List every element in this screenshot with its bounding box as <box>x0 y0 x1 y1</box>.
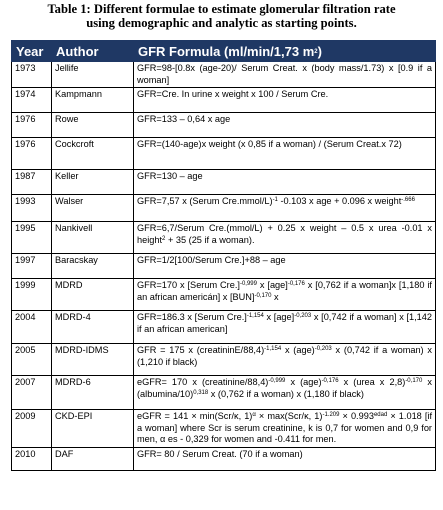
formula-exponent: -1,154 <box>246 313 264 319</box>
formula-text: x (0,762 if a woman) x (1,180 if black) <box>208 388 364 399</box>
formula-text: GFR=(140-age)x weight (x 0,85 if a woman) / (Serum Creat.x 72) <box>137 139 402 149</box>
row-year: 1995 <box>12 222 52 254</box>
formula-text: x [0,762 if a woman]x [1,180 if an african americán] x [BUN] <box>137 280 432 302</box>
formula-text: GFR=98-[0.8x (age-20)/ Serum Creat. x (body mass/1.73) x [0.9 if a woman] <box>137 63 432 85</box>
formula-exponent: -0,203 <box>314 346 332 352</box>
table-body <box>12 62 436 471</box>
row-author: Cockcroft <box>52 138 134 170</box>
table-row <box>12 170 436 195</box>
table-row <box>12 410 436 448</box>
row-formula <box>134 447 436 470</box>
formula-text: × 1.018 [if a woman] where Scr is serum creatinine, k is 0,7 for women and 0,9 for men, α es - 0,329 for women and -0.411 for men. <box>137 411 432 444</box>
formula-text: GFR=170 x [Serum Cre.] <box>137 280 240 290</box>
table-row <box>12 279 436 311</box>
row-formula <box>134 344 436 376</box>
table-row <box>12 138 436 170</box>
row-author: Keller <box>52 170 134 195</box>
row-formula <box>134 410 436 448</box>
row-year: 1999 <box>12 279 52 311</box>
row-year: 2004 <box>12 311 52 344</box>
row-formula <box>134 170 436 195</box>
formula-text: GFR=7,57 x (Serum Cre.mmol/L) <box>137 196 273 206</box>
header-formula <box>134 41 436 62</box>
formula-text: -0.103 x age + 0.096 x weight <box>277 196 402 206</box>
row-author: Baracskay <box>52 254 134 279</box>
row-year: 2009 <box>12 410 52 448</box>
table-row <box>12 311 436 344</box>
formula-text: GFR=1/2[100/Serum Cre.]+88 – age <box>137 255 286 265</box>
header-formula-text: GFR Formula (ml/min/1,73 m <box>138 43 315 59</box>
row-author: Nankivell <box>52 222 134 254</box>
formula-exponent: -0,170 <box>254 292 272 299</box>
row-formula <box>134 311 436 344</box>
row-author: Kampmann <box>52 88 134 113</box>
header-author: Author <box>52 41 134 62</box>
formula-exponent: -0,170 <box>405 378 423 384</box>
formula-text: GFR = 175 x (creatininE/88,4) <box>137 345 265 355</box>
row-year: 1973 <box>12 62 52 88</box>
formula-text: + 35 (25 if a woman). <box>165 234 255 245</box>
formula-text: x (age) <box>285 377 322 387</box>
table-row <box>12 88 436 113</box>
table-row <box>12 376 436 410</box>
table-row <box>12 113 436 138</box>
row-formula <box>134 62 436 88</box>
table-row <box>12 344 436 376</box>
table-row <box>12 447 436 470</box>
formula-text: x (0,742 if a woman) x (1,210 if black) <box>137 345 432 367</box>
formula-exponent: -0,999 <box>268 378 286 384</box>
formula-exponent: -0,176 <box>321 378 339 384</box>
formula-text: eGFR= 170 x (creatinine/88,4) <box>137 377 269 387</box>
formula-exponent: 2 <box>162 235 166 242</box>
formula-text: x <box>271 291 279 302</box>
formula-text: GFR=6,7/Serum Cre.(mmol/L) + 0.25 x weight – 0.5 x urea -0.01 x height <box>137 223 432 245</box>
formula-exponent: -1,154 <box>264 346 282 352</box>
row-formula <box>134 254 436 279</box>
gfr-formula-table <box>11 40 436 471</box>
table-row <box>12 195 436 222</box>
header-year: Year <box>12 41 52 62</box>
formula-exponent: -1.209 <box>322 412 340 418</box>
row-year: 1993 <box>12 195 52 222</box>
row-year: 1974 <box>12 88 52 113</box>
row-formula <box>134 279 436 311</box>
formula-text: GFR=130 – age <box>137 171 203 181</box>
row-author: Jellife <box>52 62 134 88</box>
formula-text: GFR=186.3 x [Serum Cre.] <box>137 312 247 322</box>
table-row <box>12 62 436 88</box>
formula-exponent: -0,176 <box>287 281 305 287</box>
formula-text: x [age] <box>256 280 288 290</box>
formula-text: GFR=Cre. In urine x weight x 100 / Serum Cre. <box>137 89 329 99</box>
row-formula <box>134 222 436 254</box>
formula-text: eGFR = 141 × min(Scr/κ, 1) <box>137 411 253 421</box>
header-formula-end: ) <box>317 43 322 59</box>
row-author: MDRD-IDMS <box>52 344 134 376</box>
formula-text: x [0,742 if a woman] x [1,142 if an african american] <box>137 312 432 334</box>
table-row <box>12 254 436 279</box>
caption-line-1: Table 1: Different formulae to estimate glomerular filtration rate <box>47 2 396 16</box>
row-formula <box>134 88 436 113</box>
formula-exponent: 0,318 <box>193 389 209 396</box>
formula-text: × max(Scr/κ, 1) <box>255 411 323 421</box>
row-year: 2005 <box>12 344 52 376</box>
row-author: MDRD <box>52 279 134 311</box>
row-author: CKD-EPI <box>52 410 134 448</box>
row-year: 2010 <box>12 447 52 470</box>
formula-text: GFR=133 – 0,64 x age <box>137 114 231 124</box>
formula-exponent: -.666 <box>401 197 415 203</box>
row-year: 1997 <box>12 254 52 279</box>
formula-text: x (age) <box>281 345 315 355</box>
formula-exponent: α <box>252 412 256 418</box>
formula-exponent: edad <box>373 412 388 418</box>
row-author: Rowe <box>52 113 134 138</box>
row-year: 1976 <box>12 113 52 138</box>
row-formula <box>134 195 436 222</box>
header-formula-sup: 2 <box>314 48 318 55</box>
row-formula <box>134 113 436 138</box>
row-author: MDRD-6 <box>52 376 134 410</box>
row-formula <box>134 138 436 170</box>
row-year: 1987 <box>12 170 52 195</box>
row-year: 2007 <box>12 376 52 410</box>
formula-exponent: -0,203 <box>294 313 312 319</box>
table-row <box>12 222 436 254</box>
formula-text: GFR= 80 / Serum Creat. (70 if a woman) <box>137 448 303 459</box>
formula-text: x (urea x 2,8) <box>338 377 406 387</box>
row-year: 1976 <box>12 138 52 170</box>
row-formula <box>134 376 436 410</box>
formula-exponent: -1 <box>272 197 278 203</box>
caption-line-2: using demographic and analytic as starting points. <box>86 16 357 30</box>
formula-exponent: -0,999 <box>239 281 257 287</box>
formula-text: x [age] <box>263 312 295 322</box>
table-caption <box>0 2 443 30</box>
table-header-row <box>12 41 436 62</box>
formula-text: x (albumina/10) <box>137 377 432 399</box>
row-author: DAF <box>52 447 134 470</box>
row-author: Walser <box>52 195 134 222</box>
formula-text: × 0.993 <box>339 411 374 421</box>
row-author: MDRD-4 <box>52 311 134 344</box>
